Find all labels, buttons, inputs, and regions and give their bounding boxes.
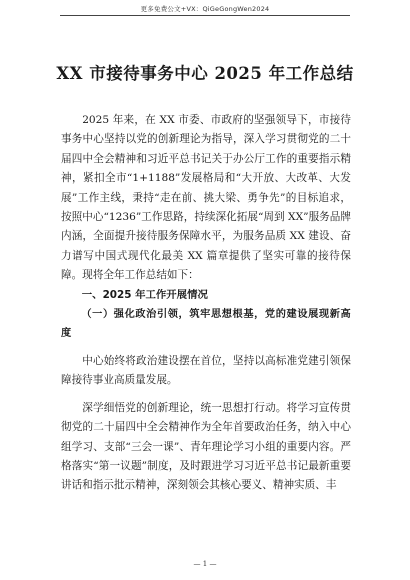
intro-paragraph: 2025 年来，在 XX 市委、市政府的坚强领导下，市接待事务中心坚持以党的创新理论为指导，深入学习贯彻党的二十届四中全会精神和习近平总书记关于办公厅工作的重要指示精神，紧扣全市“1+1188”发展格局和“大开放、大改革、大发展”工作主线，秉持“走在前、挑大梁、勇争先”的目标追求，按照中心“1236”工作思路，持续深化拓展“周到 XX”服务品牌内涵，全面提升接待服务保障水平，为服务品质 XX 建设、奋力谱写中国式现代化最美 XX 篇章提供了坚实可靠的接待保障。现将全年工作总结如下： [61, 114, 351, 282]
document-title: XX 市接待事务中心 2025 年工作总结 [56, 64, 354, 83]
document-body [61, 111, 351, 496]
body-paragraph: 深学细悟党的创新理论，统一思想打行动。将学习宣传贯彻党的二十届四中全会精神作为全年首要政治任务，纳入中心组学习、支部“三会一课”、青年理论学习小组的重要内容。严格落实“第一议题”制度，及时跟进学习习近平总书记最新重要讲话和指示批示精神，深刻领会其核心要义、精神实质、丰 [61, 401, 351, 492]
subsection-heading: （一）强化政治引领，筑牢思想根基，党的建设展现新高度 [61, 309, 351, 340]
header-divider [60, 15, 350, 16]
section-heading: 一、2025 年工作开展情况 [81, 288, 208, 301]
body-paragraph: 中心始终将政治建设摆在首位，坚持以高标准党建引领保障接待事业高质量发展。 [61, 354, 351, 387]
page-header: 更多免费公文+VX：QiGeGongWen2024 [140, 5, 270, 13]
page-number: — 1 — [193, 560, 217, 568]
